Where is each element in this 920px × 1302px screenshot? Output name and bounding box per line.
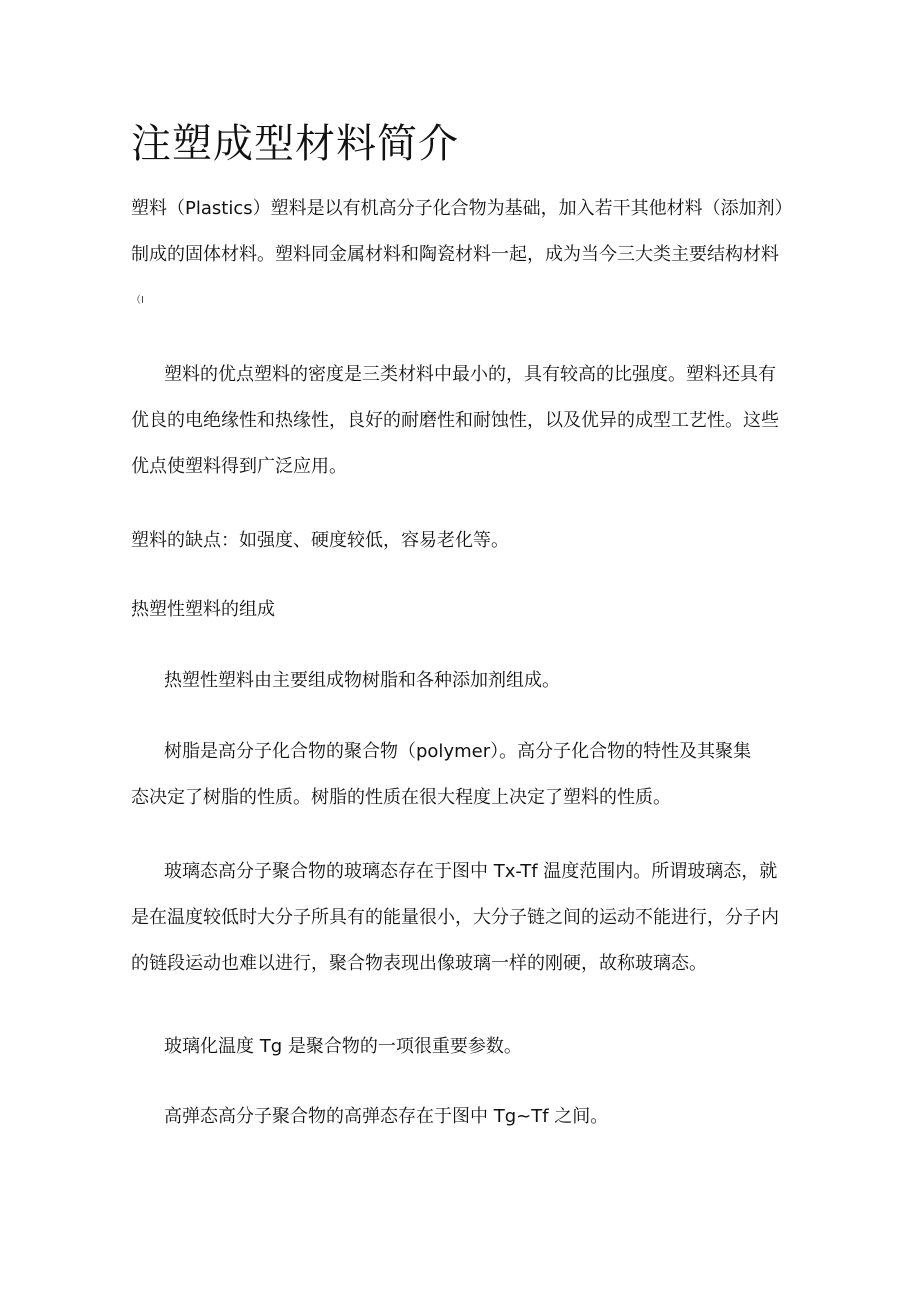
text-line: 塑料的优点塑料的密度是三类材料中最小的，具有较高的比强度。塑料还具有: [164, 364, 776, 385]
text-line: 树脂是高分子化合物的聚合物（polymer）。高分子化合物的特性及其聚集: [164, 741, 752, 762]
text-line: 塑料（Plastics）塑料是以有机高分子化合物为基础，加入若干其他材料（添加剂）: [131, 198, 793, 219]
text-line: 制成的固体材料。塑料同金属材料和陶瓷材料一起，成为当今三大类主要结构材料: [131, 244, 779, 265]
section-heading-thermoplastic-composition: 热塑性塑料的组成: [131, 599, 275, 620]
text-line: 的链段运动也难以进行，聚合物表现出像玻璃一样的刚硬，故称玻璃态。: [131, 953, 707, 974]
text-line-fragment: （I: [131, 295, 144, 306]
paragraph-plastics-intro: [131, 186, 795, 324]
text-line: 态决定了树脂的性质。树脂的性质在很大程度上决定了塑料的性质。: [131, 787, 671, 808]
text-line: 是在温度较低时大分子所具有的能量很小，大分子链之间的运动不能进行，分子内: [131, 907, 779, 928]
paragraph-resin: [131, 729, 795, 821]
text-line: 玻璃态高分子聚合物的玻璃态存在于图中 Tx-Tf 温度范围内。所谓玻璃态，就: [164, 861, 778, 882]
paragraph-composition: 热塑性塑料由主要组成物树脂和各种添加剂组成。: [164, 670, 560, 691]
paragraph-advantages: [131, 352, 795, 490]
paragraph-high-elastic-state: 高弹态高分子聚合物的高弹态存在于图中 Tg~Tf 之间。: [164, 1106, 609, 1127]
text-line: 优良的电绝缘性和热缘性，良好的耐磨性和耐蚀性，以及优异的成型工艺性。这些: [131, 410, 779, 431]
text-line: 优点使塑料得到广泛应用。: [131, 456, 347, 477]
document-title: 注塑成型材料简介: [131, 121, 459, 167]
paragraph-glass-transition: 玻璃化温度 Tg 是聚合物的一项很重要参数。: [164, 1036, 522, 1057]
paragraph-glassy-state: [131, 849, 795, 987]
paragraph-disadvantages: 塑料的缺点：如强度、硬度较低，容易老化等。: [131, 530, 509, 551]
